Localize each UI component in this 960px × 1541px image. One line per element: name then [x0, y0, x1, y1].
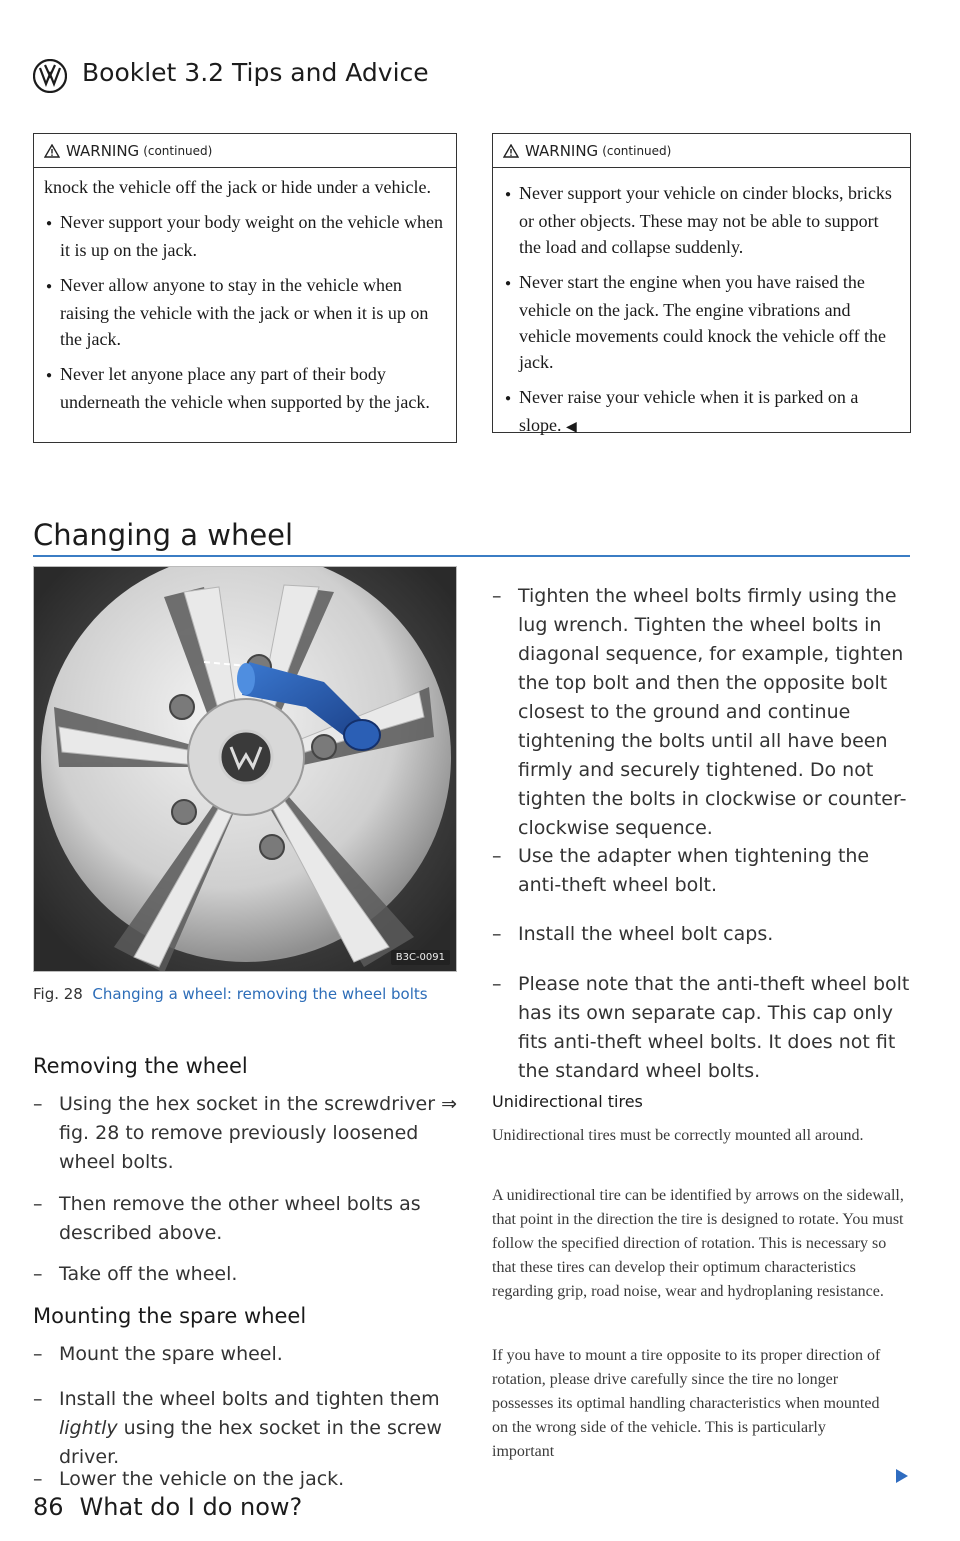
warning-continued: (continued)	[143, 143, 213, 158]
step-install-caps: – Install the wheel bolt caps.	[492, 920, 910, 949]
warning-header	[34, 134, 456, 168]
step-text: Tighten the wheel bolts firmly using the lug wrench. Tighten the wheel bolts in diagonal sequence, for example, tighten the top bolt and then the opposite bolt closest to the ground and continue tightening the bolts until all have been firmly and securely tightened. Do not tighten the bolts in clockwise or counter-clockwise sequence.	[518, 585, 907, 839]
warning-body	[493, 168, 910, 454]
warning-label: WARNING	[66, 141, 140, 160]
step-text	[33, 1385, 457, 1472]
warning-bullet: ● Never let anyone place any part of their body underneath the vehicle when supported by the jack.	[44, 361, 446, 415]
figure-number: Fig. 28	[33, 985, 83, 1003]
warning-box-right	[492, 133, 911, 433]
warning-text: knock the vehicle off the jack or hide under a vehicle.	[44, 177, 432, 197]
warning-triangle-icon	[503, 144, 519, 158]
heading-removing-wheel: Removing the wheel	[33, 1054, 248, 1078]
heading-unidirectional-tires: Unidirectional tires	[492, 1092, 643, 1111]
step-anti-theft-note: – Please note that the anti-theft wheel bolt has its own separate cap. This cap only fits anti-theft wheel bolts. It does not fit the standard wheel bolts.	[492, 970, 910, 1086]
heading-mounting-spare: Mounting the spare wheel	[33, 1304, 307, 1328]
step-removing-3: – Take off the wheel.	[33, 1260, 457, 1289]
section-divider	[33, 555, 910, 557]
step-text-b: using the hex socket in the screw driver.	[59, 1417, 442, 1468]
warning-label: WARNING	[525, 141, 599, 160]
warning-bullet: ● Never support your vehicle on cinder blocks, bricks or other objects. These may not be able to support the load and collapse suddenly.	[503, 180, 900, 260]
figure-caption-text: Changing a wheel: removing the wheel bolts	[92, 985, 428, 1003]
step-text: Mount the spare wheel.	[59, 1343, 283, 1365]
step-text: Use the adapter when tightening the anti-theft wheel bolt.	[518, 845, 870, 896]
warning-bullet: ● Never allow anyone to stay in the vehicle when raising the vehicle with the jack or when it is up on the jack.	[44, 272, 446, 352]
warning-bullet	[503, 384, 900, 441]
section-title: Changing a wheel	[33, 518, 294, 552]
step-text: Then remove the other wheel bolts as described above.	[59, 1193, 421, 1244]
warning-bullet-text: Never raise your vehicle when it is parked on a slope.	[519, 387, 859, 435]
page-footer	[33, 1493, 302, 1521]
step-text-emphasis: lightly	[59, 1417, 118, 1439]
step-mounting-1: – Mount the spare wheel.	[33, 1340, 457, 1369]
vw-logo-icon	[33, 59, 67, 93]
step-removing-1: – Using the hex socket in the screwdriver ⇒ fig. 28 to remove previously loosened wheel bolts.	[33, 1090, 457, 1177]
step-text: Take off the wheel.	[59, 1263, 238, 1285]
figure-caption	[33, 983, 457, 1005]
end-marker-icon: ◀	[566, 420, 577, 435]
wheel-bolt-removal-image	[34, 567, 457, 972]
step-text: Lower the vehicle on the jack.	[59, 1468, 345, 1490]
paragraph-unidirectional-3: If you have to mount a tire opposite to its proper direction of rotation, please drive carefully since the tire no longer possesses its optimal handling characteristics when mounted on the wrong side of the vehicle. This is particularly important	[492, 1347, 881, 1460]
figure-code: B3C-0091	[391, 950, 450, 965]
step-mounting-2: – Install the wheel bolts and tighten them lightly using the hex socket in the screw driver.	[33, 1385, 457, 1472]
figure-wheel-illustration	[33, 566, 457, 972]
step-mounting-3: – Lower the vehicle on the jack.	[33, 1465, 457, 1494]
step-use-adapter: – Use the adapter when tightening the anti-theft wheel bolt.	[492, 842, 910, 900]
page-number: 86	[33, 1493, 64, 1521]
page-header-title: Booklet 3.2 Tips and Advice	[82, 58, 429, 87]
warning-box-left	[33, 133, 457, 443]
paragraph-unidirectional-2: A unidirectional tire can be identified by arrows on the sidewall, that point in the direction the tire is designed to rotate. You must follow the specified direction of rotation. This is necessary so that these tires can develop their optimum characteristics regarding grip, road noise, wear and hydroplaning resistance.	[492, 1187, 904, 1300]
continue-arrow-icon	[895, 1468, 909, 1484]
paragraph-unidirectional-1: Unidirectional tires must be correctly mounted all around.	[492, 1127, 864, 1144]
warning-bullet: ● Never support your body weight on the vehicle when it is up on the jack.	[44, 209, 446, 263]
step-text: Please note that the anti-theft wheel bolt has its own separate cap. This cap only fits anti-theft wheel bolts. It does not fit the standard wheel bolts.	[518, 973, 910, 1082]
step-text-a: Install the wheel bolts and tighten them	[59, 1388, 440, 1410]
warning-bullet: ● Never start the engine when you have raised the vehicle on the jack. The engine vibrations and vehicle movements could knock the vehicle off the jack.	[503, 269, 900, 375]
step-removing-2: – Then remove the other wheel bolts as described above.	[33, 1190, 457, 1248]
step-text: Using the hex socket in the screwdriver ⇒ fig. 28 to remove previously loosened wheel bolts.	[59, 1093, 458, 1173]
step-tighten-bolts: – Tighten the wheel bolts firmly using the lug wrench. Tighten the wheel bolts in diagonal sequence, for example, tighten the top bolt and then the opposite bolt closest to the ground and continue tightening the bolts until all have been firmly and securely tightened. Do not tighten the bolts in clockwise or counter-clockwise sequence.	[492, 582, 910, 843]
warning-body	[34, 168, 456, 428]
step-text: Install the wheel bolt caps.	[518, 923, 774, 945]
warning-triangle-icon	[44, 144, 60, 158]
warning-continued: (continued)	[602, 143, 672, 158]
footer-chapter-title: What do I do now?	[79, 1493, 303, 1521]
warning-header	[493, 134, 910, 168]
